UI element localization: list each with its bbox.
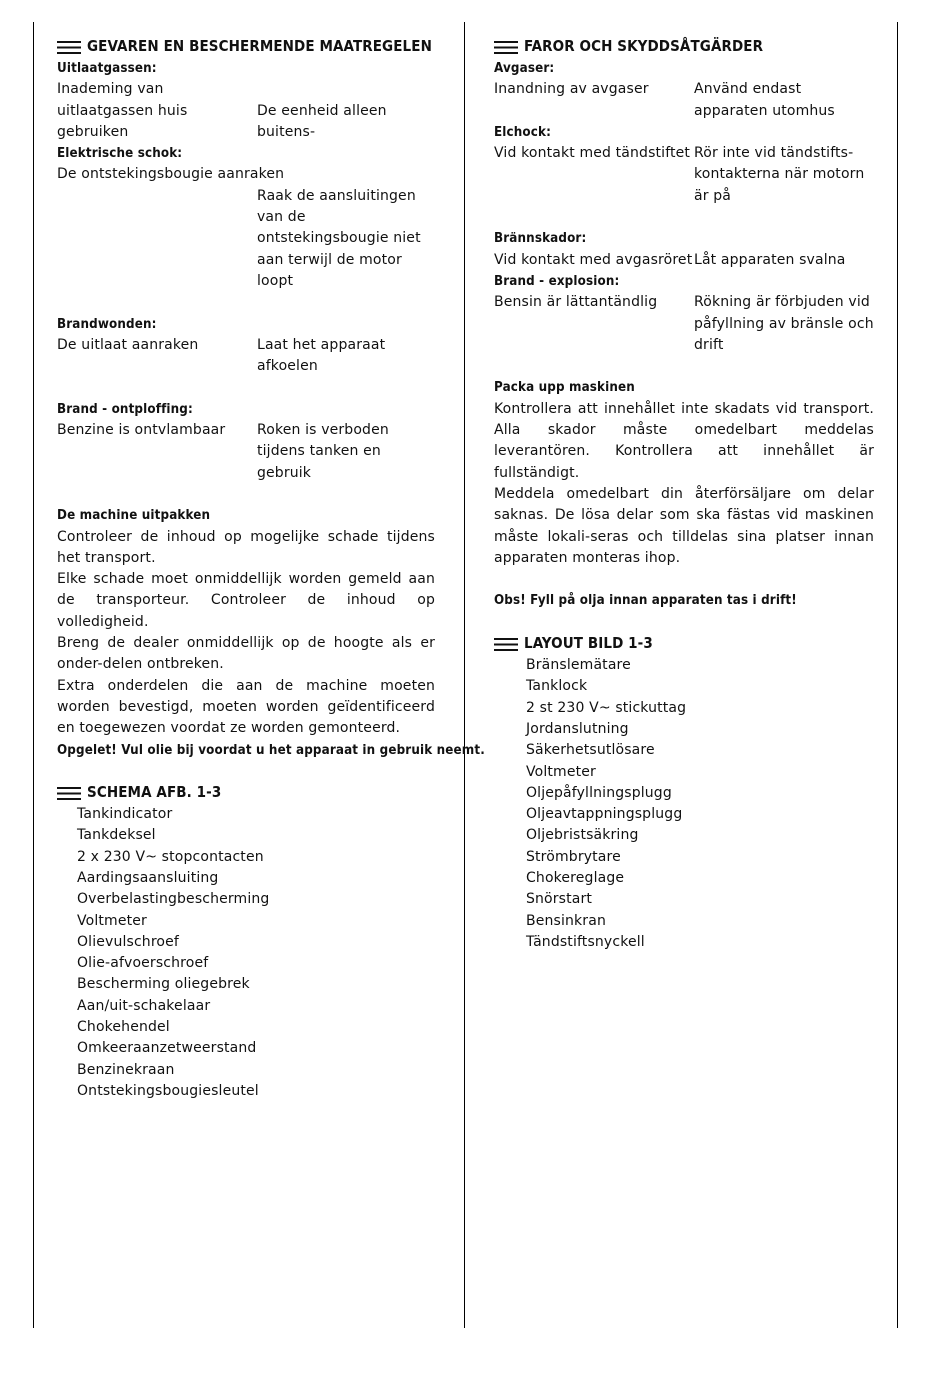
hazard-risk: Vid kontakt med tändstiftet	[494, 145, 691, 162]
hazard-title: Uitlaatgassen:	[57, 61, 157, 76]
right-border-line	[897, 22, 898, 1328]
section-heading-layout	[494, 633, 874, 655]
menu-bars-icon	[494, 638, 518, 651]
hazard-measure: De eenheid alleen buitens-	[257, 102, 387, 140]
hazard-title: Brand - explosion:	[494, 273, 620, 289]
list-item: Voltmeter	[77, 912, 147, 929]
hazard-row	[57, 186, 435, 292]
hazard-title: Brännskador:	[494, 231, 587, 247]
layout-list	[494, 655, 874, 953]
list-item: Aan/uit-schakelaar	[77, 997, 211, 1014]
heading-text: GEVAREN EN BESCHERMENDE MAATREGELEN	[87, 37, 432, 56]
hazard-risk: Bensin är lättantändlig	[494, 294, 658, 311]
section-heading-hazards	[57, 36, 435, 58]
list-item: Tändstiftsnyckell	[526, 933, 645, 950]
hazard-title: Brand - ontploffing:	[57, 401, 193, 417]
list-item: Overbelastingbescherming	[77, 891, 270, 908]
unpack-paragraph: Controleer de inhoud op mogelijke schade tijdens het transport.	[57, 528, 435, 566]
hazard-measure: Laat het apparaat afkoelen	[257, 336, 386, 375]
list-item: Oljepåfyllningsplugg	[526, 784, 672, 801]
list-item: Tankdeksel	[77, 827, 156, 844]
hazard-measure: Använd endast apparaten utomhus	[694, 81, 835, 119]
menu-bars-icon	[57, 41, 81, 54]
hazard-risk: Inandning av avgaser	[494, 81, 649, 98]
list-item: Omkeeraanzetweerstand	[77, 1040, 257, 1057]
menu-bars-icon	[494, 41, 518, 54]
list-item: Jordanslutning	[526, 720, 629, 737]
hazard-measure: Raak de aansluitingen van de ontstekingsbougie niet aan terwijl de motor loopt	[257, 187, 421, 289]
left-border-line	[33, 22, 34, 1328]
unpack-title: Packa upp maskinen	[494, 380, 635, 396]
list-item: Tanklock	[526, 678, 588, 695]
hazard-row	[494, 292, 874, 356]
hazard-title: Brandwonden:	[57, 316, 157, 332]
list-item: Oljebristsäkring	[526, 827, 639, 844]
oil-warning: Obs! Fyll på olja innan apparaten tas i drift!	[494, 593, 797, 609]
list-item: 2 x 230 V~ stopcontacten	[77, 848, 264, 865]
section-heading-hazards	[494, 36, 874, 58]
hazard-row	[494, 79, 874, 122]
list-item: Säkerhetsutlösare	[526, 742, 655, 759]
hazard-row	[494, 143, 874, 207]
list-item: Chokehendel	[77, 1019, 170, 1036]
list-item: Ontstekingsbougiesleutel	[77, 1082, 259, 1099]
hazard-measure: Roken is verboden tijdens tanken en gebruik	[257, 422, 389, 481]
center-divider-line	[464, 22, 465, 1328]
hazard-measure-wrap	[57, 101, 435, 144]
list-item: Chokereglage	[526, 869, 625, 886]
oil-warning: Opgelet! Vul olie bij voordat u het apparaat in gebruik neemt.	[57, 742, 485, 758]
hazard-measure: Låt apparaten svalna	[694, 251, 846, 268]
hazard-measure: Rökning är förbjuden vid påfyllning av bränsle och drift	[694, 294, 874, 353]
list-item: Olievulschroef	[77, 933, 179, 950]
hazard-title: Elektrische schok:	[57, 146, 183, 162]
section-heading-schema	[57, 782, 435, 804]
list-item: 2 st 230 V~ stickuttag	[526, 699, 687, 716]
menu-bars-icon	[57, 787, 81, 800]
heading-text: LAYOUT BILD 1-3	[524, 634, 653, 653]
hazard-risk: Benzine is ontvlambaar	[57, 422, 226, 439]
schema-list	[57, 804, 435, 1102]
unpack-paragraph: Meddela omedelbart din återförsäljare om delar saknas. De lösa delar som ska fästas vid maskinen måste lokali-seras och tilldelas sina platser innan apparaten monteras ihop.	[494, 485, 874, 566]
list-item: Benzinekraan	[77, 1061, 175, 1078]
hazard-risk: De uitlaat aanraken	[57, 336, 199, 353]
risk-text: Inademing van uitlaatgassen huis gebruiken	[57, 81, 188, 140]
hazard-row	[57, 420, 435, 484]
list-item: Bränslemätare	[526, 657, 631, 674]
unpack-paragraph: Breng de dealer onmiddellijk op de hoogte als er onder-delen ontbreken.	[57, 635, 435, 673]
hazard-row	[494, 250, 874, 271]
hazard-risk: Vid kontakt med avgasröret	[494, 251, 693, 268]
hazard-title: Elchock:	[494, 124, 552, 140]
dutch-column	[57, 36, 485, 1102]
hazard-risk-empty	[57, 186, 257, 292]
list-item: Bescherming oliegebrek	[77, 976, 250, 993]
unpack-paragraph: Kontrollera att innehållet inte skadats vid transport. Alla skador måste omedelbart meddelas leverantören. Kontrollera att innehållet är fullständigt.	[494, 400, 874, 481]
swedish-column	[494, 36, 874, 953]
unpack-paragraph: Extra onderdelen die aan de machine moeten worden bevestigd, moeten worden geïdentificeerd en toegewezen voordat ze worden gemonteerd.	[57, 677, 435, 737]
hazard-title: Avgaser:	[494, 61, 555, 76]
unpack-paragraph: Elke schade moet onmiddellijk worden gemeld aan de transporteur. Controleer de inhoud op volledigheid.	[57, 571, 435, 630]
list-item: Oljeavtappningsplugg	[526, 806, 683, 823]
list-item: Tankindicator	[77, 806, 173, 823]
list-item: Voltmeter	[526, 763, 596, 780]
hazard-measure: Rör inte vid tändstifts-kontakterna när motorn är på	[694, 145, 865, 204]
unpack-title: De machine uitpakken	[57, 508, 211, 524]
hazard-row	[57, 335, 435, 378]
list-item: Snörstart	[526, 891, 593, 908]
hazard-risk: De ontstekingsbougie aanraken	[57, 166, 285, 183]
list-item: Aardingsaansluiting	[77, 869, 219, 886]
heading-text: SCHEMA AFB. 1-3	[87, 783, 222, 802]
list-item: Bensinkran	[526, 912, 606, 929]
list-item: Olie-afvoerschroef	[77, 955, 209, 972]
list-item: Strömbrytare	[526, 848, 621, 865]
heading-text: FAROR OCH SKYDDSÅTGÄRDER	[524, 37, 764, 56]
